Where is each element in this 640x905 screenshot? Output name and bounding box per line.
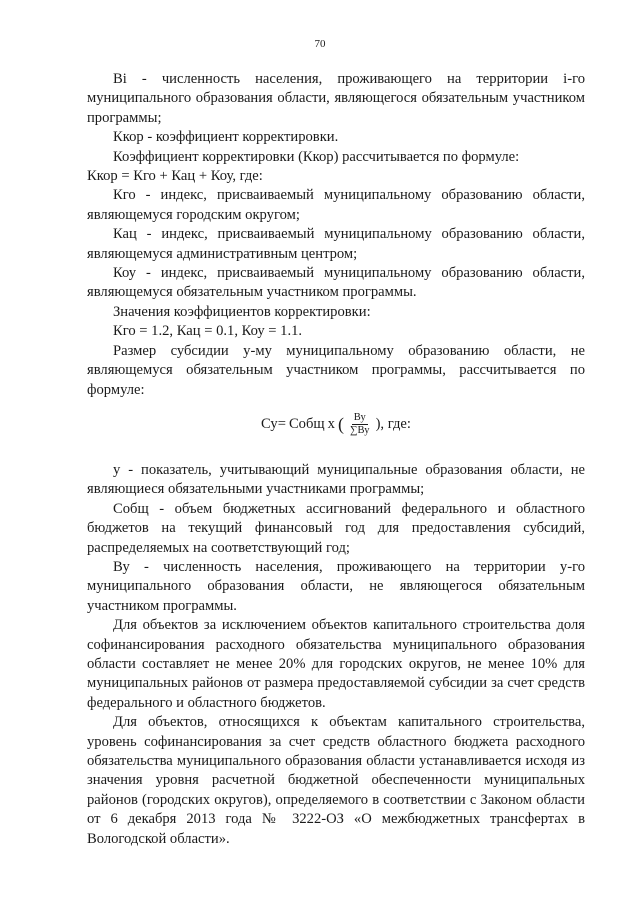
paragraph-kkor-formula-intro: Коэффициент корректировки (Ккор) рассчитывается по формуле: (113, 148, 520, 165)
formula-subsidy (87, 412, 585, 437)
paragraph-bi-definition: Bi - численность населения, проживающего на территории i-го муниципального образования области, являющегося обязательным участником программы; (87, 71, 585, 126)
formula-fraction (348, 412, 372, 437)
paragraph-kkor-definition: Ккор - коэффициент корректировки. (113, 129, 339, 146)
page-number: 70 (314, 38, 326, 50)
paragraph-y-definition: у - показатель, учитывающий муниципальные образования области, не являющиеся обязательными участниками программы; (87, 461, 585, 498)
formula-tail: ), где: (375, 415, 411, 432)
paragraph-kac-definition: Кац - индекс, присваиваемый муниципальному образованию области, являющемуся административным центром; (87, 226, 585, 262)
formula-times: x (327, 415, 335, 432)
formula-numerator: Ву (353, 411, 366, 423)
paragraph-coefficients-values: Кго = 1.2, Кац = 0.1, Коу = 1.1. (113, 323, 303, 340)
paragraph-cofinancing-noncapital: Для объектов за исключением объектов капитального строительства доля софинансирования расходного обязательства муниципального образования области составляет не менее 20% для городских округов, не менее 10% для муниципальных районов от размера предоставляемой субсидии за счет средств федерального и областного бюджетов. (87, 617, 585, 711)
formula-open-paren: ( (337, 414, 344, 435)
paragraph-cofinancing-capital: Для объектов, относящихся к объектам капитального строительства, уровень софинансирования за счет средств областного бюджета расходного обязательства муниципального образования области устанавливается исходя из значения уровня расчетной бюджетной обеспеченности муниципальных районов (городских округов), определяемого в соответствии с Законом области от 6 декабря 2013 года № 3222-ОЗ «О межбюджетных трансфертах в Вологодской области». (87, 714, 585, 847)
paragraph-sobsch-definition: Собщ - объем бюджетных ассигнований федерального и областного бюджетов на текущий финансовый год для предоставления субсидий, распределяемых на соответствующий год; (87, 500, 585, 556)
paragraph-coefficients-heading: Значения коэффициентов корректировки: (113, 303, 371, 320)
formula-base: Собщ (288, 415, 325, 432)
paragraph-kgo-definition: Кго - индекс, присваиваемый муниципальному образованию области, являющемуся городским округом; (87, 187, 585, 223)
formula-lhs: Су= (261, 415, 286, 432)
paragraph-vy-definition: Ву - численность населения, проживающего на территории у-го муниципального образования области, не являющегося обязательным участником программы. (87, 558, 585, 614)
paragraph-kou-definition: Коу - индекс, присваиваемый муниципальному образованию области, являющемуся обязательным участником программы. (87, 265, 585, 301)
formula-denominator: ∑Ву (349, 424, 370, 436)
paragraph-subsidy-formula-intro: Размер субсидии у-му муниципальному образованию области, не являющемуся обязательным участником программы, рассчитывается по формуле: (87, 342, 585, 398)
document-body (87, 70, 585, 849)
formula-kkor: Ккор = Кго + Кац + Коу, где: (87, 168, 263, 185)
